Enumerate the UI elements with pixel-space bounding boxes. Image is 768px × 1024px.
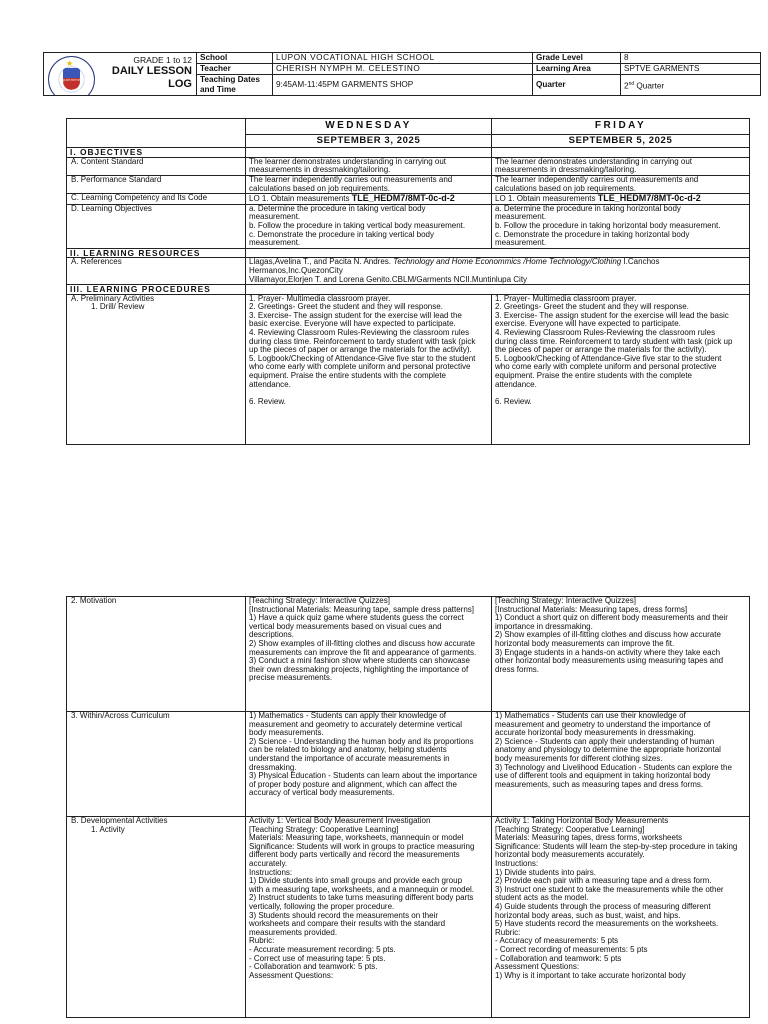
school-label: School	[197, 53, 273, 64]
performance-standard-1: The learner independently carries out measurements and calculations based on job requirements.	[246, 175, 492, 193]
curriculum-2: 1) Mathematics - Students can use their knowledge of measurement and geometry to understand the importance of accurate horizontal body measurements in dressmaking. 2) Science - Students can apply their understanding of human anatomy and physiology to determine the appropriate horizontal body measurements for different clothing sizes. 3) Technology and Livelihood Education - Students can explore the use of different tools and equipment in taking horizontal body measurements, such as measuring tapes and dress forms.	[492, 712, 750, 817]
log-title-line1: DAILY LESSON	[111, 65, 192, 77]
deped-seal-logo: ★ Department of Education	[48, 56, 95, 96]
day-header-friday: FRIDAY	[492, 119, 750, 135]
drill-review-2: 1. Prayer- Multimedia classroom prayer. 2. Greetings- Greet the student and they will response. 3. Exercise- The assign student for the exercise will lead the basic exercise. Everyone will have expected to participate. 4. Reviewing Classroom Rules-Reviewing the classroom rules during class time. Reinforcement to tardy student with task (pick up the pieces of paper or arrange the materials for the activity). 5. Logbook/Checking of Attendance-Give five star to the student who come early with complete uniform and personal protective equipment. Praise the entire students with the complete attendance. 6. Review.	[492, 294, 750, 444]
learning-objectives-label: D. Learning Objectives	[67, 204, 246, 248]
grade-level-label: Grade Level	[533, 53, 621, 64]
quarter-label: Quarter	[533, 75, 621, 96]
drill-review-1: 1. Prayer- Multimedia classroom prayer. 2. Greetings- Greet the student and they will response. 3. Exercise- The assign student for the exercise will lead the basic exercise. Everyone will have expected to participate. 4. Reviewing Classroom Rules-Reviewing the classroom rules during class time. Reinforcement to tardy student with task (pick up the pieces of paper or arrange the materials for the activity). 5. Logbook/Checking of Attendance-Give five star to the student who come early with complete uniform and personal protective equipment. Praise the entire students with the complete attendance. 6. Review.	[246, 294, 492, 444]
learning-area-label: Learning Area	[533, 64, 621, 75]
performance-standard-2: The learner independently carries out measurements and calculations based on job requirements.	[492, 175, 750, 193]
activity-2: Activity 1: Taking Horizontal Body Measurements [Teaching Strategy: Cooperative Learning] Materials: Measuring tapes, dress forms, worksheets Significance: Students will learn the step-by-step procedure in taking horizontal body measurements accurately. Instructions: 1) Divide students into pairs. 2) Provide each pair with a measuring tape and a dress form. 3) Instruct one student to take the measurements while the other student acts as the model. 4) Guide students through the process of measuring different horizontal body areas, such as bust, waist, and hips. 5) Have students record the measurements on the worksheets. Rubric: - Accuracy of measurements: 5 pts - Correct recording of measurements: 5 pts - Collaboration and teamwork: 5 pts Assessment Questions: 1) Why is it important to take accurate horizontal body	[492, 817, 750, 1018]
section-learning-procedures: III. LEARNING PROCEDURES	[67, 285, 246, 295]
section-learning-resources: II. LEARNING RESOURCES	[67, 248, 246, 258]
developmental-activities-label: B. Developmental Activities 1. Activity	[67, 817, 246, 1018]
within-across-curriculum-label: 3. Within/Across Curriculum	[67, 712, 246, 817]
curriculum-1: 1) Mathematics - Students can apply their knowledge of measurement and geometry to accurately determine vertical body measurements. 2) Science - Understanding the human body and its proportions can be related to biology and anatomy, helping students understand the importance of accurate measurements in dressmaking. 3) Physical Education - Students can learn about the importance of proper body posture and alignment, which can affect the accuracy of vertical body measurements.	[246, 712, 492, 817]
motivation-label: 2. Motivation	[67, 597, 246, 712]
learning-competency-2: LO 1. Obtain measurements TLE_HEDM7/8MT-0c-d-2	[492, 194, 750, 205]
grade-range: GRADE 1 to 12	[133, 55, 192, 65]
content-standard-2: The learner demonstrates understanding in carrying out measurements in dressmaking/tailoring.	[492, 157, 750, 175]
grade-level-value: 8	[621, 53, 761, 64]
teacher-value: CHERISH NYMPH M. CELESTINO	[273, 64, 533, 75]
lesson-table-part1	[66, 118, 750, 445]
learning-area-value: SPTVE GARMENTS	[621, 64, 761, 75]
day-header-wednesday: WEDNESDAY	[246, 119, 492, 135]
quarter-value: 2nd Quarter	[621, 75, 761, 96]
performance-standard-label: B. Performance Standard	[67, 175, 246, 193]
learning-competency-1: LO 1. Obtain measurements TLE_HEDM7/8MT-0c-d-2	[246, 194, 492, 205]
log-title-line2: LOG	[168, 78, 192, 90]
dates-label: Teaching Dates and Time	[197, 75, 273, 96]
date-header-1: SEPTEMBER 3, 2025	[246, 134, 492, 148]
school-value: LUPON VOCATIONAL HIGH SCHOOL	[273, 53, 533, 64]
activity-1: Activity 1: Vertical Body Measurement Investigation [Teaching Strategy: Cooperative Learning] Materials: Measuring tape, worksheets, mannequin or model Significance: Students will work in groups to practice measuring different body parts vertically and record the measurements accurately. Instructions: 1) Divide students into small groups and provide each group with a measuring tape, worksheets, and a mannequin or model. 2) Instruct students to take turns measuring different body parts vertically, following the proper procedure. 3) Students should record the measurements on their worksheets and compare their results with the standard measurements provided. Rubric: - Accurate measurement recording: 5 pts. - Correct use of measuring tape: 5 pts. - Collaboration and teamwork: 5 pts. Assessment Questions:	[246, 817, 492, 1018]
motivation-1: [Teaching Strategy: Interactive Quizzes] [Instructional Materials: Measuring tape, sample dress patterns] 1) Have a quick quiz game where students guess the correct vertical body measurements based on visual cues and descriptions. 2) Show examples of ill-fitting clothes and discuss how accurate measurements can improve the fit and appearance of garments. 3) Conduct a mini fashion show where students can showcase their own dressmaking projects, highlighting the importance of precise measurements.	[246, 597, 492, 712]
content-standard-1: The learner demonstrates understanding in carrying out measurements in dressmaking/tailoring.	[246, 157, 492, 175]
dates-value: 9:45AM-11:45PM GARMENTS SHOP	[273, 75, 533, 96]
header-table	[43, 52, 761, 96]
references-label: A. References	[67, 258, 246, 285]
learning-competency-label: C. Learning Competency and Its Code	[67, 194, 246, 205]
learning-objectives-2: a. Determine the procedure in taking horizontal body measurement. b. Follow the procedure in taking horizontal body measurement. c. Demonstrate the procedure in taking horizontal body measurement.	[492, 204, 750, 248]
content-standard-label: A. Content Standard	[67, 157, 246, 175]
teacher-label: Teacher	[197, 64, 273, 75]
lesson-table-part2	[66, 596, 750, 1018]
date-header-2: SEPTEMBER 5, 2025	[492, 134, 750, 148]
references-value: Llagas,Avelina T., and Pacita N. Andres. Technology and Home Econommics /Home Technology/Clothing I.Canchos Hermanos,Inc.QuezonCity Villamayor,Elorjen T. and Lorena Genito.CBLM/Garments NCII.Muntinlupa City	[246, 258, 750, 285]
header-title-cell	[44, 53, 197, 96]
motivation-2: [Teaching Strategy: Interactive Quizzes] [Instructional Materials: Measuring tapes, dress forms] 1) Conduct a short quiz on different body measurements and their importance in dressmaking. 2) Show examples of ill-fitting clothes and discuss how accurate horizontal body measurements can improve the fit. 3) Engage students in a hands-on activity where they take each other horizontal body measurements using measuring tapes and dress forms.	[492, 597, 750, 712]
preliminary-activities-label: A. Preliminary Activities 1. Drill/ Review	[67, 294, 246, 444]
learning-objectives-1: a. Determine the procedure in taking vertical body measurement. b. Follow the procedure in taking vertical body measurement. c. Demonstrate the procedure in taking vertical body measurement.	[246, 204, 492, 248]
section-objectives: I. OBJECTIVES	[67, 148, 246, 158]
